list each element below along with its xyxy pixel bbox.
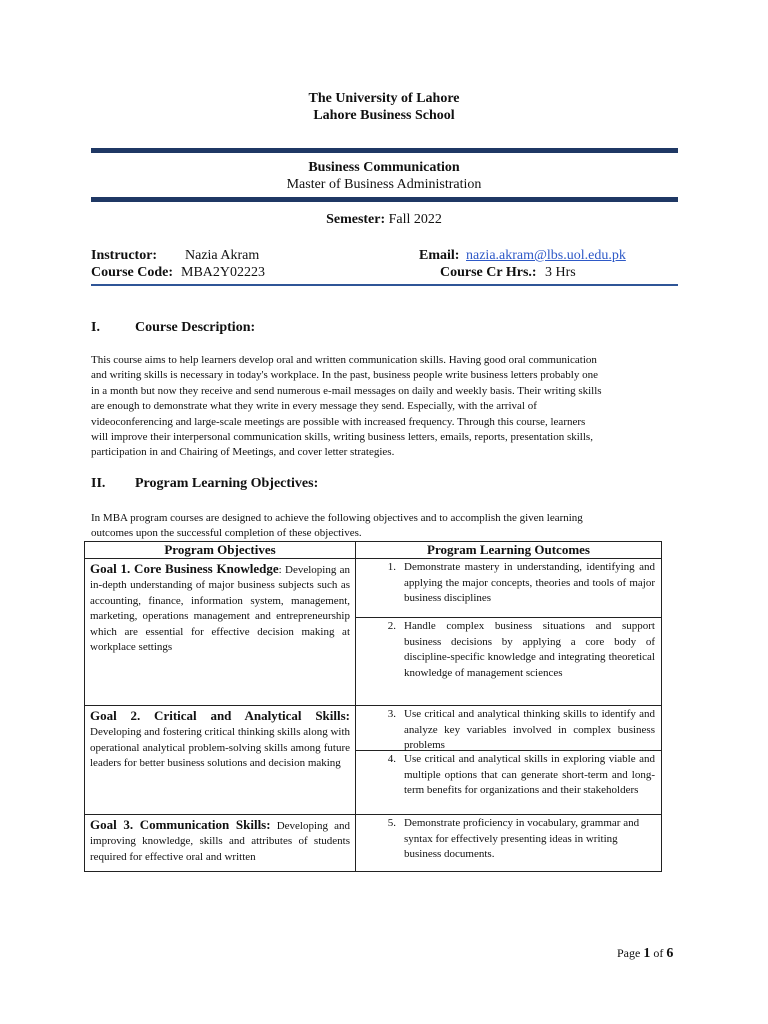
semester-label: Semester:	[326, 212, 386, 227]
course-title: Business Communication	[308, 160, 460, 175]
course-code-label: Course Code:	[91, 265, 174, 280]
program-name: Master of Business Administration	[286, 177, 482, 192]
outcome-item	[356, 618, 661, 695]
instructor-value: Nazia Akram	[185, 248, 260, 263]
outcome-text: Demonstrate proficiency in vocabulary, grammar and syntax for effectively presenting ideas in writing business documents.	[404, 817, 640, 861]
section1-title: Course Description:	[135, 320, 256, 335]
info-rule	[91, 284, 678, 286]
credit-hours-label: Course Cr Hrs.:	[440, 265, 537, 280]
outcome-text: Handle complex business situations and support business decisions by applying a core body of discipline-specific knowledge and integrating theoretical knowledge of management sciences	[404, 620, 655, 679]
goal-cell	[85, 559, 356, 706]
outcome-item	[356, 706, 661, 751]
email-link[interactable]: nazia.akram@lbs.uol.edu.pk	[466, 248, 626, 263]
instructor-label: Instructor:	[91, 248, 158, 263]
page-word: Page	[617, 946, 641, 960]
top-rule	[91, 148, 678, 153]
intro-line: outcomes upon the successful completion of these objectives.	[91, 527, 362, 540]
semester-value: Fall 2022	[388, 212, 442, 227]
goal-cell	[85, 815, 356, 872]
outcome-number: 5.	[387, 817, 396, 829]
outcome-item	[356, 751, 661, 813]
goal-title: Goal 1. Core Business Knowledge	[90, 561, 279, 576]
objectives-intro	[91, 511, 678, 542]
description-line: are enough to demonstrate what they write in every message they send. Especially, with the arrival of	[91, 400, 537, 413]
semester-line	[0, 212, 768, 228]
goal-title: Goal 3. Communication Skills:	[90, 817, 271, 832]
outcome-number: 1.	[387, 561, 396, 573]
table-row	[85, 815, 662, 872]
course-code-value: MBA2Y02223	[181, 265, 266, 280]
section1-number: I.	[91, 320, 100, 335]
course-description	[91, 353, 678, 461]
goal-2	[85, 706, 355, 772]
table-header-row	[85, 542, 662, 559]
outcome-number: 2.	[387, 620, 396, 632]
objectives-table	[84, 541, 662, 872]
col-header-outcomes: Program Learning Outcomes	[356, 542, 662, 559]
goal-3	[85, 815, 355, 865]
description-line: participation in and Chairing of Meetings, and cover letter strategies.	[91, 446, 395, 459]
goal-text: Developing and fostering critical thinking skills along with operational analytical problem-solving skills among future leaders for better business solutions and decision making	[90, 726, 350, 770]
outcome-item	[356, 559, 661, 618]
school-name: Lahore Business School	[313, 108, 455, 123]
table-row	[85, 559, 662, 706]
table-row	[85, 706, 662, 815]
page-number: 1	[643, 946, 651, 961]
of-word: of	[653, 946, 664, 960]
outcome-number: 4.	[387, 753, 396, 765]
goal-title: Goal 2. Critical and Analytical Skills:	[90, 708, 350, 723]
col-header-objectives: Program Objectives	[85, 542, 356, 559]
description-line: This course aims to help learners develop oral and written communication skills. Having good oral communication	[91, 354, 597, 366]
outcomes-cell	[356, 706, 662, 815]
outcome-item	[356, 815, 661, 866]
section2-title: Program Learning Objectives:	[135, 476, 319, 491]
outcomes-cell	[356, 559, 662, 706]
description-line: and writing skills is necessary in today's workplace. In the past, business people write business letters probably one	[91, 369, 598, 382]
intro-line: In MBA program courses are designed to achieve the following objectives and to accomplish the given learning	[91, 512, 583, 524]
description-line: will improve their interpersonal communication skills, writing business letters, emails, reports, presentation skills,	[91, 431, 593, 444]
description-line: in a month but now they receive and send numerous e-mail messages on daily and weekly basis. Their writing skills	[91, 384, 602, 397]
outcomes-cell	[356, 815, 662, 872]
goal-suffix: :	[278, 564, 282, 576]
university-name: The University of Lahore	[308, 91, 460, 106]
outcome-number: 3.	[387, 708, 396, 720]
outcome-text: Use critical and analytical skills in exploring viable and multiple options that can generate short-term and long-term benefits for organizations and their stakeholders	[404, 753, 655, 797]
goal-text: Developing an in-depth understanding of major business subjects such as accounting, finance, information system, management, marketing, operations management and entrepreneurship which are essential for effective decision making at workplace settings	[90, 564, 351, 654]
middle-rule	[91, 197, 678, 202]
goal-cell	[85, 706, 356, 815]
page-total: 6	[666, 946, 674, 961]
page-indicator	[617, 946, 673, 962]
credit-hours-value: 3 Hrs	[545, 265, 576, 280]
email-label: Email:	[419, 248, 460, 263]
outcome-text: Demonstrate mastery in understanding, identifying and applying the major concepts, theories and tools of major business disciplines	[404, 561, 655, 605]
description-line: videoconferencing and large-scale meetings are possible with increased frequency. Through this course, learners	[91, 415, 586, 428]
outcome-text: Use critical and analytical thinking skills to identify and analyze key variables involved in complex business problems	[404, 708, 655, 752]
goal-text: Developing and improving knowledge, skills and attributes of students required for effective oral and written	[90, 820, 351, 863]
section2-number: II.	[91, 476, 106, 491]
goal-1	[85, 559, 355, 655]
